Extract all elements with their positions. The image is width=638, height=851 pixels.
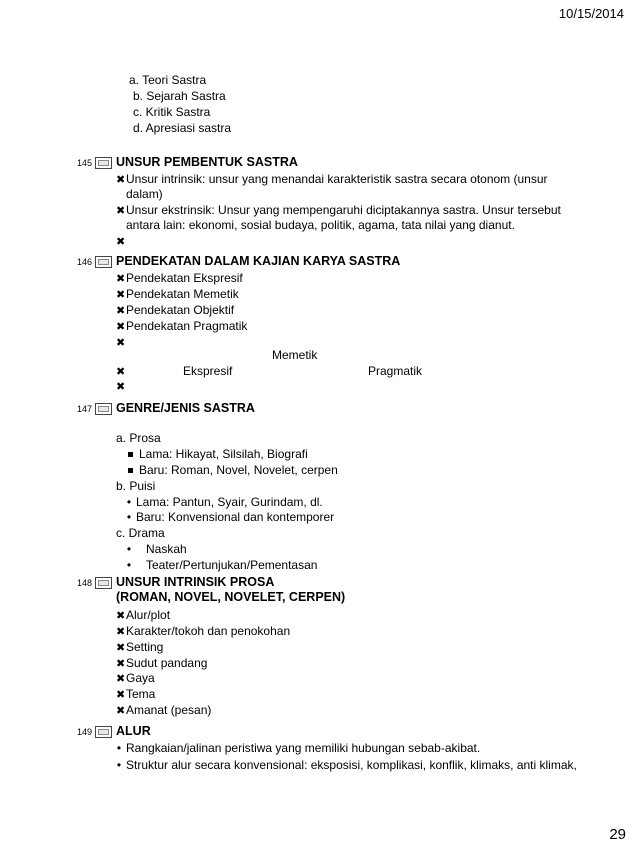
diagram-label-ekspresif: Ekspresif — [183, 364, 233, 378]
slide-thumbnail-icon — [95, 157, 112, 169]
dot-bullet-icon: • — [126, 542, 132, 556]
list-item: ✖Karakter/tokoh dan penokohan — [116, 624, 291, 638]
slide-number: 146 — [76, 257, 92, 267]
x-mark-icon: ✖ — [116, 610, 126, 622]
x-mark-icon: ✖ — [116, 205, 126, 217]
x-mark-icon: ✖ — [116, 642, 126, 654]
intro-option-b: b. Sejarah Sastra — [133, 89, 226, 103]
dot-bullet-icon: • — [126, 510, 132, 524]
list-item-continuation: dalam) — [126, 187, 163, 201]
x-mark-icon: ✖ — [116, 658, 126, 670]
x-mark-icon: ✖ — [116, 289, 126, 301]
list-item: • Lama: Pantun, Syair, Gurindam, dl. — [122, 494, 323, 510]
genre-label-drama: c. Drama — [116, 526, 165, 540]
x-mark-icon: ✖ — [116, 381, 126, 393]
list-item: ✖Alur/plot — [116, 608, 171, 622]
x-mark-icon: ✖ — [116, 689, 126, 701]
x-mark-icon: ✖ — [116, 273, 126, 285]
list-item: • Teater/Pertunjukan/Pementasan — [122, 557, 317, 573]
intro-option-d: d. Apresiasi sastra — [133, 121, 232, 135]
x-mark-icon: ✖ — [116, 236, 126, 248]
genre-label-puisi: b. Puisi — [116, 479, 156, 493]
slide-title: GENRE/JENIS SASTRA — [116, 401, 255, 415]
list-item: ✖Pendekatan Pragmatik — [116, 319, 248, 333]
slide-thumbnail-icon — [95, 403, 112, 415]
list-item: ✖Sudut pandang — [116, 656, 208, 670]
list-item: ✖Unsur intrinsik: unsur yang menandai karakteristik sastra secara otonom (unsur — [116, 172, 548, 186]
x-mark-icon: ✖ — [116, 673, 126, 685]
slide-subtitle: (ROMAN, NOVEL, NOVELET, CERPEN) — [116, 590, 346, 604]
dot-bullet-icon: • — [116, 741, 122, 755]
square-bullet-icon — [128, 468, 133, 473]
slide-thumbnail-icon — [95, 256, 112, 268]
x-mark-icon: ✖ — [116, 337, 126, 349]
list-item: • Baru: Konvensional dan kontemporer — [122, 509, 334, 525]
slide-thumbnail-icon — [95, 577, 112, 589]
list-item-empty — [116, 378, 126, 395]
dot-bullet-icon: • — [126, 495, 132, 509]
slide-number: 149 — [76, 727, 92, 737]
slide-title: ALUR — [116, 724, 151, 738]
x-mark-icon: ✖ — [116, 174, 126, 186]
list-item: ✖Pendekatan Ekspresif — [116, 271, 243, 285]
list-item: ✖Tema — [116, 687, 156, 701]
list-item: ✖Gaya — [116, 671, 155, 685]
genre-label-prosa: a. Prosa — [116, 431, 161, 445]
dot-bullet-icon: • — [126, 558, 132, 572]
slide-number: 148 — [76, 578, 92, 588]
list-item: ✖Amanat (pesan) — [116, 703, 212, 717]
x-mark-icon: ✖ — [116, 626, 126, 638]
page-number: 29 — [609, 826, 626, 843]
x-mark-icon: ✖ — [116, 705, 126, 717]
slide-number: 145 — [76, 158, 92, 168]
list-item: Lama: Hikayat, Silsilah, Biografi — [128, 446, 308, 462]
slide-title: UNSUR INTRINSIK PROSA — [116, 575, 275, 589]
list-item-empty — [116, 334, 126, 351]
list-item: ✖Pendekatan Objektif — [116, 303, 235, 317]
header-date: 10/15/2014 — [558, 6, 624, 21]
x-mark-icon: ✖ — [116, 366, 126, 378]
slide-title: PENDEKATAN DALAM KAJIAN KARYA SASTRA — [116, 254, 401, 268]
diagram-label-pragmatik: Pragmatik — [368, 364, 423, 378]
list-item: • Naskah — [122, 541, 187, 557]
slide-number: 147 — [76, 404, 92, 414]
square-bullet-icon — [128, 452, 133, 457]
x-mark-icon: ✖ — [116, 321, 126, 333]
intro-option-c: c. Kritik Sastra — [133, 105, 211, 119]
dot-bullet-icon: • — [116, 758, 122, 772]
list-item: ✖Pendekatan Memetik — [116, 287, 239, 301]
diagram-label-memetik: Memetik — [272, 348, 318, 362]
list-item-continuation: antara lain: ekonomi, sosial budaya, politik, agama, tata nilai yang dianut. — [126, 218, 515, 232]
list-item: ✖Unsur ekstrinsik: Unsur yang mempengaruhi diciptakannya sastra. Unsur tersebut — [116, 203, 561, 217]
list-item: ✖Setting — [116, 640, 164, 654]
slide-title: UNSUR PEMBENTUK SASTRA — [116, 155, 298, 169]
list-item: Baru: Roman, Novel, Novelet, cerpen — [128, 462, 338, 478]
intro-option-a: a. Teori Sastra — [129, 73, 207, 87]
list-item-empty — [116, 233, 126, 250]
x-mark-icon: ✖ — [116, 305, 126, 317]
slide-thumbnail-icon — [95, 726, 112, 738]
list-item: • Rangkaian/jalinan peristiwa yang memiliki hubungan sebab-akibat. — [112, 740, 480, 756]
list-item: • Struktur alur secara konvensional: eksposisi, komplikasi, konflik, klimaks, anti klimak, — [112, 757, 577, 773]
